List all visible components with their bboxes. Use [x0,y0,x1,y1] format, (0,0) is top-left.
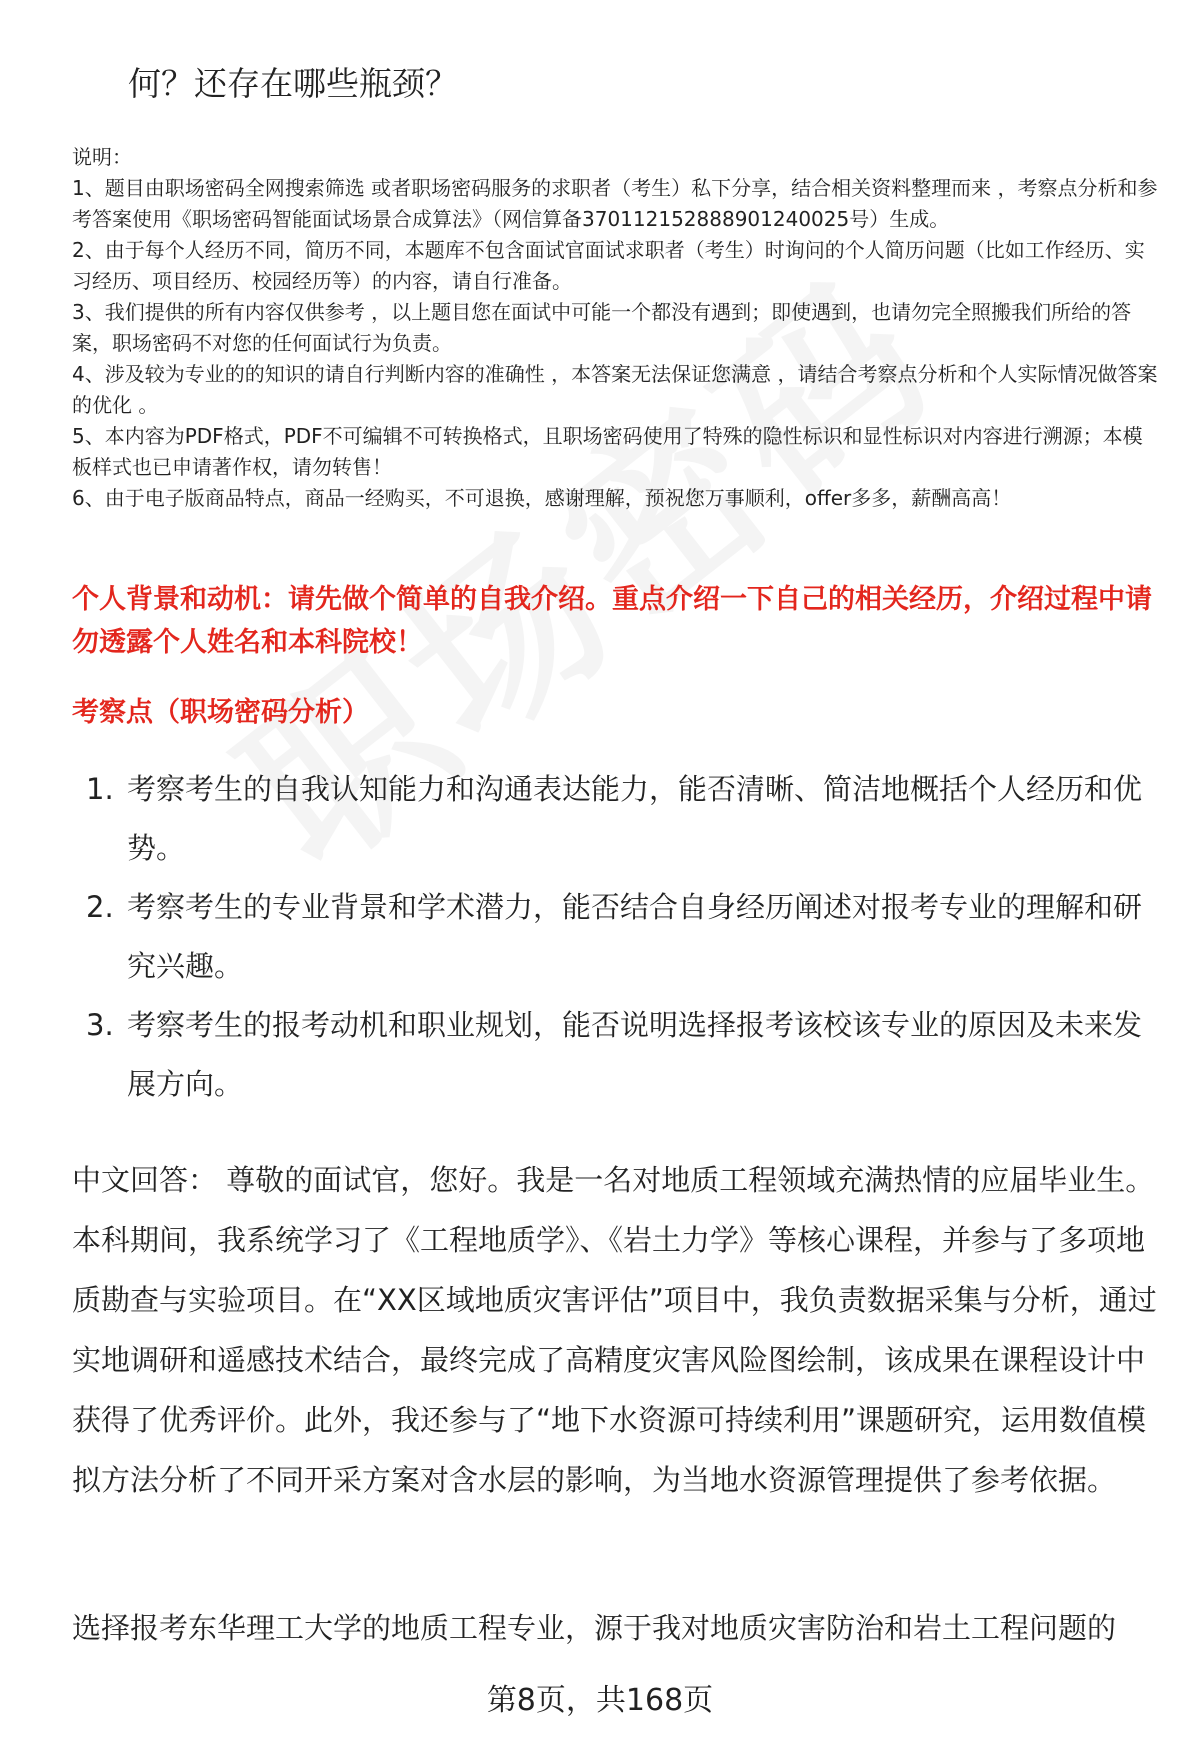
note-item-5: 5、本内容为PDF格式，PDF不可编辑不可转换格式，且职场密码使用了特殊的隐性标识和显性标识对内容进行溯源；本模板样式也已申请著作权，请勿转售！ [72,424,1143,479]
note-item-3: 3、我们提供的所有内容仅供参考 ，以上题目您在面试中可能一个都没有遇到；即使遇到，也请勿完全照搬我们所给的答案，职场密码不对您的任何面试行为负责。 [72,300,1132,355]
question-heading: 个人背景和动机：请先做个简单的自我介绍。重点介绍一下自己的相关经历，介绍过程中请勿透露个人姓名和本科院校！ [72,584,1152,658]
point-text: 考察考生的报考动机和职业规划，能否说明选择报考该校该专业的原因及未来发展方向。 [127,1008,1143,1101]
point-number: 1. [86,772,114,806]
notes-title: 说明： [72,145,132,169]
page-footer: 第8页，共168页 [486,1683,714,1718]
analysis-point-1 [72,760,1142,878]
analysis-point-3 [72,996,1142,1114]
answer-paragraph-2: 选择报考东华理工大学的地质工程专业，源于我对地质灾害防治和岩土工程问题的 [72,1611,1117,1645]
point-number: 3. [86,1008,114,1042]
note-item-1: 1、题目由职场密码全网搜索筛选 或者职场密码服务的求职者（考生）私下分享，结合相关资料整理而来 ，考察点分析和参考答案使用《职场密码智能面试场景合成算法》（网信算备370112152888901240025号）生成。 [72,176,1158,231]
answer-paragraph-1: 中文回答： 尊敬的面试官，您好。我是一名对地质工程领域充满热情的应届毕业生。本科期间，我系统学习了《工程地质学》、《岩土力学》等核心课程，并参与了多项地质勘查与实验项目。在“XX区域地质灾害评估”项目中，我负责数据采集与分析，通过实地调研和遥感技术结合，最终完成了高精度灾害风险图绘制，该成果在课程设计中获得了优秀评价。此外，我还参与了“地下水资源可持续利用”课题研究，运用数值模拟方法分析了不同开采方案对含水层的影响，为当地水资源管理提供了参考依据。 [72,1163,1157,1497]
answer-section [72,1150,1157,1510]
notes-section [72,142,1162,514]
point-number: 2. [86,890,114,924]
analysis-point-2 [72,878,1142,996]
note-item-4: 4、涉及较为专业的的知识的请自行判断内容的准确性 ，本答案无法保证您满意 ，请结合考察点分析和个人实际情况做答案的优化 。 [72,362,1158,417]
note-item-2: 2、由于每个人经历不同，简历不同，本题库不包含面试官面试求职者（考生）时询问的个人简历问题（比如工作经历、实习经历、项目经历、校园经历等）的内容，请自行准备。 [72,238,1145,293]
analysis-title: 考察点（职场密码分析） [72,697,369,728]
note-item-6: 6、由于电子版商品特点，商品一经购买，不可退换，感谢理解，预祝您万事顺利，offer多多，薪酬高高！ [72,486,1012,510]
question-continuation: 何？还存在哪些瓶颈？ [128,64,458,103]
point-text: 考察考生的专业背景和学术潜力，能否结合自身经历阐述对报考专业的理解和研究兴趣。 [127,890,1143,983]
point-text: 考察考生的自我认知能力和沟通表达能力，能否清晰、简洁地概括个人经历和优势。 [127,772,1143,865]
analysis-points [72,760,1142,1114]
